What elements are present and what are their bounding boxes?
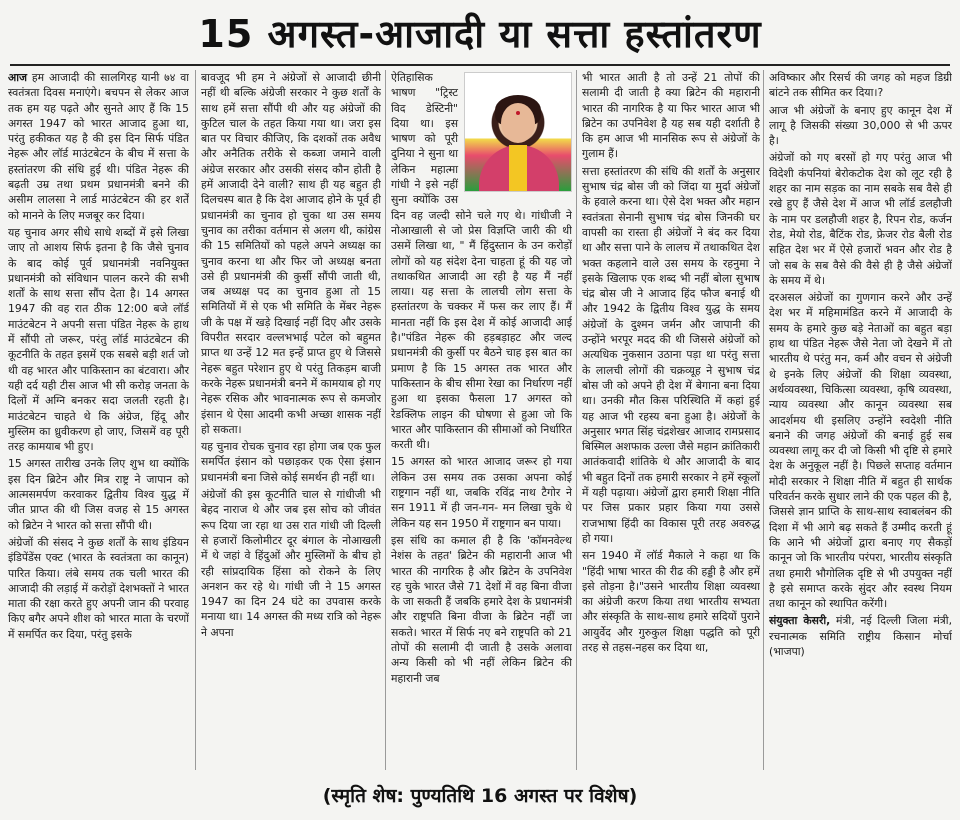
article-body [8,70,952,770]
article-column-5 [769,70,952,770]
paragraph: दरअसल अंग्रेजों का गुणगान करने और उन्हें देश भर में महिमामंडित करने में आजादी के समय के हमारे कुछ बड़े नेताओं का बहुत बड़ा हाथ था पंडित नेहरू जैसे नेता जो देखने में तो भारतीय थे परंतु मन, कर्म और वचन से अंग्रेजी थे इनके लिए अंग्रेजों की शिक्षा व्यवस्था, अर्थव्यवस्था, चिकित्सा व्यवस्था, कृषि व्यवस्था, न्याय व्यवस्था और कानून व्यवस्था सब आदर्शमय थी इसलिए उन्होंने स्वदेशी नीति बनाने की जगह अंग्रेजों की बनाई हुई सब व्यवस्था लागू कर दी जो किसी भी दृष्टि से हमारे देश के अनुकूल नहीं है। पिछले सप्ताह वर्तमान मोदी सरकार ने शिक्षा नीति में बहुत ही सार्थक परिवर्तन करके सुधार लाने की एक पहल की है, जिससे ज्ञान प्राप्ति के साथ-साथ स्वाबलंबन की दिशा में भी आगे बढ़ सकते हैं उम्मीद करती हूं कि आने भी अंग्रेजों द्वारा बनाए गए सैकड़ों कानून जो कि भारतीय परंपरा, भारतीय संस्कृति तथा हमारी भौगोलिक दृष्टि से भी उपयुक्त नहीं है इसे समाप्त करके सुंदर और स्वस्थ नियम तथा कानून को स्थापित करेंगी। [769,291,952,611]
author-photo-sash [509,145,527,191]
article-column-2 [201,70,381,770]
paragraph: भी भारत आती है तो उन्हें 21 तोपों की सलामी दी जाती है क्या ब्रिटेन की महारानी भारत की नागरिक है या फिर भारत आज भी ब्रिटेन का उपनिवेश है यह सब यही दर्शाती है कि हम आज भी मानसिक रूप से अंग्रेजों के गुलाम हैं। [582,71,760,161]
article-column-1 [8,70,189,770]
author-designation: मंत्री, नई दिल्ली जिला मंत्री, रचनात्मक समिति राष्ट्रीय किसान मोर्चा (भाजपा) [769,614,952,658]
paragraph-text: हम आजादी की सालगिरह यानी ७४ वा स्वतंत्रता दिवस मनाएंगे। बचपन से लेकर आज तक हम यह पढ़ते और सुनते आए हैं कि 15 अगस्त 1947 को भारत आजाद हुआ था, परंतु हकीकत यह है की इस दिन सिर्फ पंडित नेहरू और लॉर्ड माउंटबेटन के बीच में सत्ता के हस्तांतरण की संधि हुई थी। पंडित नेहरू की बढ़ती उम्र तथा प्रथम प्रधानमंत्री बनने की असीम लालसा ने लार्ड माउंटबेटन की हर शर्तें को मानने के लिए मजबूर कर दिया। [8,71,189,222]
paragraph: ऐतिहासिक भाषण "ट्रिस्ट विद डेस्टिनी" दिया था। इस भाषण को पूरी दुनिया ने सुना था लेकिन महात्मा गांधी ने इसे नहीं सुना क्योंकि उस दिन वह जल्दी सोने चले गए थे। गांधीजी ने नोआखाली से जो प्रेस विज्ञप्ति जारी की थी उसमें लिखा था, " मैं हिंदुस्तान के उन करोड़ों लोगों को यह संदेश देना चाहता हूं की यह जो तथाकथित आजादी आ रही है यह मैं नहीं लाया। यह सत्ता के लालची लोग सत्ता के हस्तांतरण के चक्कर में फस कर लाए हैं। मैं मानता नहीं कि इस देश में कोई आजादी आई है।"पंडित नेहरू की हड़बड़ाहट और जल्द प्रधानमंत्री की कुर्सी पर बैठने चाह इस बात का प्रमाण है कि 15 अगस्त तक भारत और पाकिस्तान के बीच सीमा रेखा का निर्धारण नहीं हुआ था इसका फैसला 17 अगस्त को रेडक्लिफ लाइन की घोषणा से हुआ जो कि भारत और पाकिस्तान की सीमाओं को निर्धारित करती थी। [391,71,572,452]
paragraph: यह चुनाव रोचक चुनाव रहा होगा जब एक फुल समर्पित इंसान को पछाड़कर एक ऐसा इंसान प्रधानमंत्री बना जिसे कोई समर्थन ही नहीं था। [201,440,381,484]
paragraph: इस संधि का कमाल ही है कि 'कॉमनवेल्थ नेशंस के तहत' ब्रिटेन की महारानी आज भी भारत की नागरिक है और ब्रिटेन के उपनिवेश रह चुके भारत जैसे 71 देशों में वह बिना वीजा के जा सकती हैं जबकि हमारे देश के प्रधानमंत्री और राष्ट्रपति बिना वीजा के ब्रिटेन नहीं जा सकते। भारत में सिर्फ नए बने राष्ट्रपति को 21 तोपों की सलामी दी जाती है उसके अलावा अन्य किसी को भी नहीं लेकिन ब्रिटेन की महारानी जब [391,533,572,685]
paragraph: अंग्रेजों की संसद ने कुछ शर्तों के साथ इंडियन इंडिपेंडेंस एक्ट (भारत के स्वतंत्रता का कानून) पारित किया। लंबे समय तक चली भारत की आजादी की लड़ाई में करोड़ों देशभक्तों ने भारत माता की रक्षा करते हुए अपनी जान की परवाह किए बगैर अपने शीश को भारत माता के चरणों में समर्पित कर दिया, परंतु इसके [8,535,189,641]
author-photo-face [501,103,535,143]
author-name: संयुक्ता केसरी, [769,614,831,628]
author-photo [464,72,572,192]
paragraph: 15 अगस्त को भारत आजाद जरूर हो गया लेकिन उस समय तक उसका अपना कोई राष्ट्रगान नहीं था, जबकि रविंद्र नाथ टैगोर ने सन 1911 में ही जन-गन- मन लिखा चुके थे लेकिन यह सन 1950 में राष्ट्रगान बन पाया। [391,455,572,530]
paragraph: 15 अगस्त तारीख उनके लिए शुभ था क्योंकि इस दिन ब्रिटेन और मित्र राष्ट्र ने जापान को आत्मसमर्पण करवाकर द्वितीय विश्व युद्ध में जीत प्राप्त की थी जिस वजह से 15 अगस्त को ब्रिटेन ने भारत को सत्ता सौंपी थी। [8,457,189,532]
article-column-4 [582,70,760,770]
article-column-3 [391,70,572,770]
byline [769,613,952,659]
headline-rule [10,64,950,66]
paragraph: आज भी अंग्रेजों के बनाए हुए कानून देश में लागू है जिसकी संख्या 30,000 से भी ऊपर है। [769,103,952,148]
paragraph: यह चुनाव अगर सीधे साधे शब्दों में इसे लिखा जाए तो आशय सिर्फ इतना है कि जैसे चुनाव के बाद कोई पूर्व प्रधानमंत्री नवनियुक्त प्रधानमंत्री को संविधान पालन करने की सभी शर्तों के साथ सत्ता सौंप देता है। 14 अगस्त 1947 की वह रात ठीक 12:00 बजे लॉर्ड माउंटबेटन ने अपनी सत्ता पंडित नेहरू के हाथ में सौंपी तो जरूर, परंतु लॉर्ड माउंटबेटन की कूटनीति के तहत इसमें एक सबसे बड़ी शर्त जो थी वह भारत और पाकिस्तान का बंटवारा। और यही दर्द यही टीस आज भी सी करोड़ जनता के दिलों में अग्नि बनकर सदा जलती रहती है। माउंटबेटन चाहते थे कि अंग्रेज, हिंदू और मुस्लिम का ध्रुवीकरण हो जाए, जिसमें वह पूरी तरह कामयाब भी हुए। [8,225,189,454]
paragraph: अंग्रेजों को गए बरसों हो गए परंतु आज भी विदेशी कंपनियां बेरोकटोक देश को लूट रही है शहर का नाम सड़क का नाम सबके सब वैसे ही रखे हुए हैं जैसे देश में आज भी लॉर्ड डलहौजी के नाम पर डलहौजी शहर है, रिपन रोड, कर्जन रोड, मेयो रोड, बैटिंक रोड, फ्रेजर रोड बैली रोड सहित देश भर में ऐसे हजारों भवन और रोड है जो सब के सब वैसे की वैसे ही है जैसे अंग्रेजों के समय में थे। [769,151,952,287]
paragraph [8,70,189,223]
headline: 15 अगस्त-आजादी या सत्ता हस्तांतरण [198,12,762,56]
paragraph: सत्ता हस्तांतरण की संधि की शर्तों के अनुसार सुभाष चंद्र बोस जी को जिंदा या मुर्दा अंग्रेजों के हवाले करना था। ऐसे देश भक्त और महान स्वतंत्रता सेनानी सुभाष चंद्र बोस जिनकी घर वापसी का रास्ता ही अंग्रेजों ने बंद कर दिया था और सत्ता पाने के लालच में तथाकथित देश भक्त कहलाने वाले उस समय के रहनुमा ने इसके खिलाफ एक शब्द भी नहीं बोला सुभाष चंद्र बोस जी ने आजाद हिंद फौज बनाई थी और 1942 के द्वितीय विश्व युद्ध के समय अंग्रेजों के दुश्मन जर्मन और जापानी की उन्होंने भरपूर मदद की थी जिससे अंग्रेजों को अत्यधिक नुकसान उठाना पड़ा था परंतु सत्ता के लालची लोगों की चक्रव्यूह ने सुभाष चंद्र बोस जी को अपने ही देश में बेगाना बना दिया था। उनकी मौत किस परिस्थिति में कहां हुई यह आज भी रहस्य बना हुआ है। अंग्रेजों के अनुसार भगत सिंह चंद्रशेखर आजाद रामप्रसाद बिस्मिल अशफाक उल्ला जैसे महान क्रांतिकारी आतंकवादी शांतिके थे और आजादी के बाद भी बहुत दिनों तक हमारी सरकार ने हमें स्कूलों में यही पढ़ाया। अंग्रेजों द्वारा हमारी शिक्षा नीति पर जिस प्रकार प्रहार किया गया उससे राजभाषा हिंदी का विकास पूरी तरह अवरुद्ध हो गया। [582,164,760,545]
lead-word: आज [8,71,28,84]
paragraph: अविष्कार और रिसर्च की जगह को महज डिग्री बांटने तक सीमित कर दिया।? [769,71,952,100]
paragraph: सन 1940 में लॉर्ड मैकाले ने कहा था कि "हिंदी भाषा भारत की रीढ की हड्डी है और हमें इसे तोड़ना है।"उसने भारतीय शिक्षा व्यवस्था का अंग्रेजी करण किया तथा भारतीय सभ्यता और संस्कृति के साथ-साथ हमारे सदियों पुराने आयुर्वेद और गुरुकुल शिक्षा पद्धति को पूरी तरह से तहस-नहस कर दिया था, [582,549,760,654]
paragraph: अंग्रेजों की इस कूटनीति चाल से गांधीजी भी बेहद नाराज थे और जब इस सोच को जीवंत रूप दिया जा रहा था उस रात गांधी जी दिल्ली से हजारों किलोमीटर दूर बंगाल के नोआखली में थे जहां वे हिंदुओं और मुस्लिमों के बीच हो रही सांप्रदायिक हिंसा को रोकने के लिए अनशन कर रहे थे। गांधी जी ने 15 अगस्त 1947 का दिन 24 घंटे का उपवास करके मनाया था। 14 अगस्त की मध्य रात्रि को नेहरू ने अपना [201,488,381,639]
paragraph: बावजूद भी हम ने अंग्रेजों से आजादी छीनी नहीं थी बल्कि अंग्रेजी सरकार ने कुछ शर्तों के साथ हमें सत्ता सौंपी थी और यह अंग्रेजों की कुटिल चाल के तहत किया गया था। जरा इस बात पर विचार कीजिए, कि दशकों तक अवैध और अनैतिक तरीके से कब्जा जमाने वाली अंग्रेज सरकार और उसकी संसद कौन होती है हमें आजादी देने वाली? साथ ही यह बहुत ही दिलचस्प बात है कि देश आजाद होने के पूर्व ही प्रधानमंत्री का चुनाव हो चुका था उस समय चुनाव का तरीका वर्तमान से अलग थी, कांग्रेस की 15 समितियों को पहले अपने अध्यक्ष का चुनाव करना था और फिर जो अध्यक्ष बनता उसे ही प्रधानमंत्री की कुर्सी सौंपी जाती थी, जब अध्यक्ष पद का चुनाव हुआ तो 15 समितियों में से एक भी समिति के मेंबर नेहरू जी के पक्ष में खड़े दिखाई नहीं दिए और उसके विपरीत सरदार वल्लभभाई पटेल को बहुमत प्राप्त था उन्हें 12 मत इन्हें प्राप्त हुए थे जिससे नेहरू बहुत परेशान हुए थे परंतु तिकड़म बाजी करके नेहरू प्रधानमंत्री बनने में कामयाब हो गए नेहरू रसिक और भावनात्मक रूप से कमजोर इंसान थे ऐसा आदमी कभी अच्छा शासक नहीं हो सकता। [201,71,381,436]
footer-caption: (स्मृति शेष: पुण्यतिथि 16 अगस्त पर विशेष) [322,785,638,807]
author-photo-bindi [516,111,520,115]
